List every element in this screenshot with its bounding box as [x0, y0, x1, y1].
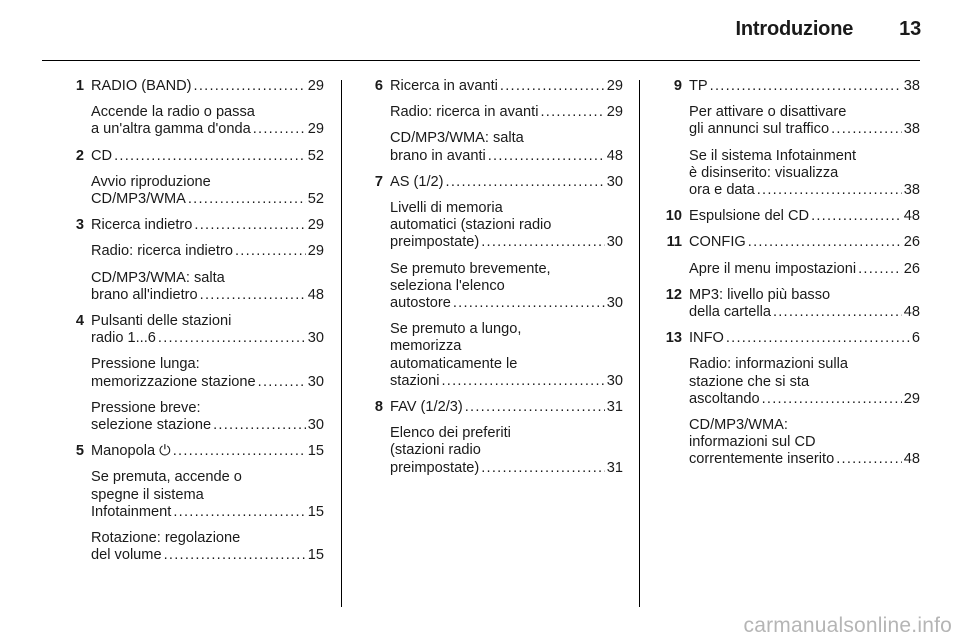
entry-subitem: [689, 261, 920, 278]
entry-text: Pressione lunga:: [91, 356, 200, 373]
index-entry: [640, 78, 920, 199]
entry-text: correntemente inserito: [689, 451, 835, 468]
page-reference[interactable]: 30: [307, 417, 324, 434]
entry-heading: [689, 287, 920, 321]
page-reference[interactable]: 29: [606, 78, 623, 94]
dot-leader: [253, 121, 306, 138]
dot-leader: [158, 330, 306, 347]
entry-text: memorizzazione stazione: [91, 373, 256, 390]
page-reference[interactable]: 29: [307, 217, 324, 234]
entry-text: radio 1...6: [91, 330, 156, 347]
index-entry: [640, 208, 920, 225]
index-entry: [341, 399, 623, 477]
entry-text: Apre il menu impostazioni: [689, 260, 857, 277]
dot-leader: [858, 261, 902, 278]
entry-heading: [91, 148, 324, 165]
dot-leader: [726, 330, 910, 347]
entry-text: Ricerca in avanti: [390, 78, 498, 94]
entry-text: CD/MP3/WMA: salta: [390, 130, 524, 147]
entry-subitem: [91, 270, 324, 304]
page-number: 13: [899, 18, 921, 40]
entry-number: 7: [374, 173, 383, 190]
entry-subitem: [390, 321, 623, 390]
entry-text: stazioni: [390, 372, 440, 389]
entry-text: Ricerca indietro: [91, 217, 193, 234]
page-reference[interactable]: 30: [307, 330, 324, 347]
page-reference[interactable]: 15: [307, 547, 324, 564]
page-reference[interactable]: 52: [307, 147, 324, 164]
entry-text: del volume: [91, 547, 162, 564]
dot-leader: [811, 208, 902, 225]
entry-text: TP: [689, 78, 708, 94]
entry-subitem: [689, 148, 920, 200]
page-reference[interactable]: 48: [903, 304, 920, 321]
entry-text: Se premuto a lungo,: [390, 321, 522, 338]
entry-text: Se premuta, accende o: [91, 469, 242, 486]
entry-number: 3: [75, 217, 84, 234]
page-reference[interactable]: 15: [307, 443, 324, 460]
entry-text: Livelli di memoria: [390, 200, 503, 217]
entry-heading: [689, 208, 920, 225]
entry-text: gli annunci sul traffico: [689, 121, 830, 138]
entry-subitem: [689, 356, 920, 408]
index-entry: [341, 78, 623, 165]
entry-subitem: [689, 104, 920, 138]
page-reference[interactable]: 30: [606, 372, 623, 389]
page-reference[interactable]: 48: [903, 208, 920, 225]
entry-subitem: [390, 130, 623, 164]
entry-text: spegne il sistema: [91, 486, 204, 503]
page-reference[interactable]: 30: [606, 234, 623, 251]
page-reference[interactable]: 48: [606, 147, 623, 164]
page-reference[interactable]: 38: [903, 78, 920, 94]
entry-subitem: [91, 400, 324, 434]
watermark-text: carmanualsonline.info: [743, 614, 952, 637]
entry-text: Per attivare o disattivare: [689, 104, 847, 121]
dot-leader: [446, 174, 605, 191]
entry-text: Avvio riproduzione: [91, 173, 211, 190]
entry-text: CONFIG: [689, 234, 746, 251]
page-reference[interactable]: 30: [606, 173, 623, 190]
page-reference[interactable]: 52: [307, 191, 324, 208]
dot-leader: [710, 78, 902, 95]
entry-text: preimpostate): [390, 459, 480, 476]
page-reference[interactable]: 26: [903, 234, 920, 251]
page-reference[interactable]: 29: [307, 243, 324, 260]
entry-heading: [689, 330, 920, 347]
entry-subitem: [390, 104, 623, 121]
entry-text: Radio: ricerca indietro: [91, 243, 233, 260]
dot-leader: [762, 391, 902, 408]
entry-subitem: [91, 104, 324, 138]
dot-leader: [465, 399, 605, 416]
page-header: [0, 18, 921, 41]
entry-text: autostore: [390, 295, 451, 312]
dot-leader: [757, 182, 902, 199]
entry-text: CD/MP3/WMA: [91, 191, 186, 208]
dot-leader: [441, 373, 604, 390]
dot-leader: [200, 287, 306, 304]
entry-heading: [91, 443, 324, 460]
dot-leader: [173, 443, 306, 460]
index-column-1: [42, 78, 324, 573]
page-reference[interactable]: 38: [903, 182, 920, 199]
entry-text: Rotazione: regolazione: [91, 530, 241, 547]
entry-number: 1: [75, 78, 84, 94]
entry-text: (stazioni radio: [390, 442, 481, 459]
entry-text: è disinserito: visualizza: [689, 164, 839, 181]
header-rule: [42, 60, 920, 61]
entry-subitem: [390, 200, 623, 252]
entry-text: Accende la radio o passa: [91, 104, 255, 121]
dot-leader: [164, 547, 306, 564]
entry-text: INFO: [689, 330, 724, 347]
entry-heading: [689, 234, 920, 251]
dot-leader: [258, 374, 306, 391]
entry-text: brano all'indietro: [91, 286, 198, 303]
index-entry: [341, 174, 623, 390]
entry-text: della cartella: [689, 304, 771, 321]
entry-text: Pressione breve:: [91, 399, 201, 416]
entry-heading: [91, 217, 324, 234]
entry-heading: [689, 78, 920, 95]
entry-text: CD/MP3/WMA:: [689, 417, 788, 434]
dot-leader: [773, 304, 902, 321]
dot-leader: [481, 460, 605, 477]
dot-leader: [748, 234, 902, 251]
entry-number: 10: [665, 208, 682, 225]
entry-text: seleziona l'elenco: [390, 277, 505, 294]
index-entry: [42, 148, 324, 209]
index-entry: [42, 313, 324, 434]
entry-text: automaticamente le: [390, 355, 518, 372]
entry-text: Pulsanti delle stazioni: [91, 313, 232, 330]
entry-text: Radio: informazioni sulla: [689, 356, 848, 373]
entry-number: 11: [666, 234, 682, 251]
dot-leader: [194, 78, 306, 95]
entry-number: 2: [75, 147, 84, 164]
entry-text: ora e data: [689, 182, 755, 199]
dot-leader: [194, 217, 305, 234]
dot-leader: [235, 243, 306, 260]
entry-subitem: [91, 243, 324, 260]
entry-text: memorizza: [390, 338, 462, 355]
entry-number: 8: [374, 399, 383, 416]
page-reference[interactable]: 15: [307, 503, 324, 520]
entry-text: Infotainment: [91, 503, 172, 520]
entry-subitem: [689, 417, 920, 469]
entry-text: informazioni sul CD: [689, 434, 816, 451]
page-reference[interactable]: 31: [606, 459, 623, 476]
page-reference[interactable]: 30: [307, 373, 324, 390]
entry-text: automatici (stazioni radio: [390, 217, 552, 234]
dot-leader: [213, 417, 306, 434]
entry-text: preimpostate): [390, 234, 480, 251]
page-reference[interactable]: 48: [903, 451, 920, 468]
entry-number: 9: [673, 78, 682, 94]
entry-text: AS (1/2): [390, 173, 444, 190]
entry-text: brano in avanti: [390, 147, 486, 164]
entry-text: RADIO (BAND): [91, 78, 192, 94]
entry-heading: [390, 78, 623, 95]
entry-heading: [390, 399, 623, 416]
entry-text: ascoltando: [689, 390, 760, 407]
dot-leader: [173, 504, 305, 521]
entry-text: Elenco dei preferiti: [390, 425, 511, 442]
index-entry: [640, 287, 920, 321]
entry-text: stazione che si sta: [689, 373, 810, 390]
entry-subitem: [91, 469, 324, 521]
page-reference[interactable]: 6: [911, 330, 920, 347]
entry-text: Se premuto brevemente,: [390, 260, 551, 277]
entry-subitem: [91, 356, 324, 390]
entry-subitem: [91, 174, 324, 208]
dot-leader: [453, 295, 605, 312]
entry-number: 5: [75, 443, 84, 460]
dot-leader: [540, 104, 604, 121]
dot-leader: [488, 148, 605, 165]
entry-text: FAV (1/2/3): [390, 399, 463, 416]
index-column-2: [341, 78, 623, 486]
index-entry: [42, 78, 324, 139]
page-reference[interactable]: 29: [606, 104, 623, 121]
entry-text: Se il sistema Infotainment: [689, 147, 857, 164]
page-reference[interactable]: 48: [307, 286, 324, 303]
page-reference[interactable]: 29: [903, 390, 920, 407]
page-title: Introduzione: [735, 18, 854, 40]
entry-text: Manopola ⏻: [91, 443, 171, 460]
entry-text: a un'altra gamma d'onda: [91, 121, 251, 138]
entry-subitem: [390, 425, 623, 477]
page-reference[interactable]: 29: [307, 121, 324, 138]
page-reference[interactable]: 26: [903, 260, 920, 277]
index-entry: [640, 330, 920, 468]
dot-leader: [114, 148, 306, 165]
entry-heading: [91, 78, 324, 95]
index-entry: [640, 234, 920, 277]
entry-text: MP3: livello più basso: [689, 286, 831, 303]
entry-text: CD: [91, 147, 113, 164]
page-reference[interactable]: 30: [606, 295, 623, 312]
dot-leader: [831, 121, 902, 138]
page-reference[interactable]: 29: [307, 78, 324, 94]
entry-heading: [91, 313, 324, 347]
dot-leader: [481, 234, 605, 251]
index-entry: [42, 443, 324, 564]
entry-subitem: [390, 261, 623, 313]
index-column-3: [640, 78, 920, 478]
entry-text: Radio: ricerca in avanti: [390, 104, 539, 121]
dot-leader: [500, 78, 605, 95]
page-reference[interactable]: 38: [903, 121, 920, 138]
entry-text: selezione stazione: [91, 417, 212, 434]
entry-text: CD/MP3/WMA: salta: [91, 269, 225, 286]
dot-leader: [188, 191, 306, 208]
entry-subitem: [91, 530, 324, 564]
index-entry: [42, 217, 324, 304]
entry-number: 6: [374, 78, 383, 94]
entry-number: 4: [75, 313, 84, 330]
page-reference[interactable]: 31: [606, 399, 623, 416]
entry-heading: [390, 174, 623, 191]
dot-leader: [836, 451, 902, 468]
entry-number: 13: [665, 330, 682, 347]
entry-text: Espulsione del CD: [689, 208, 810, 225]
entry-number: 12: [665, 286, 682, 303]
